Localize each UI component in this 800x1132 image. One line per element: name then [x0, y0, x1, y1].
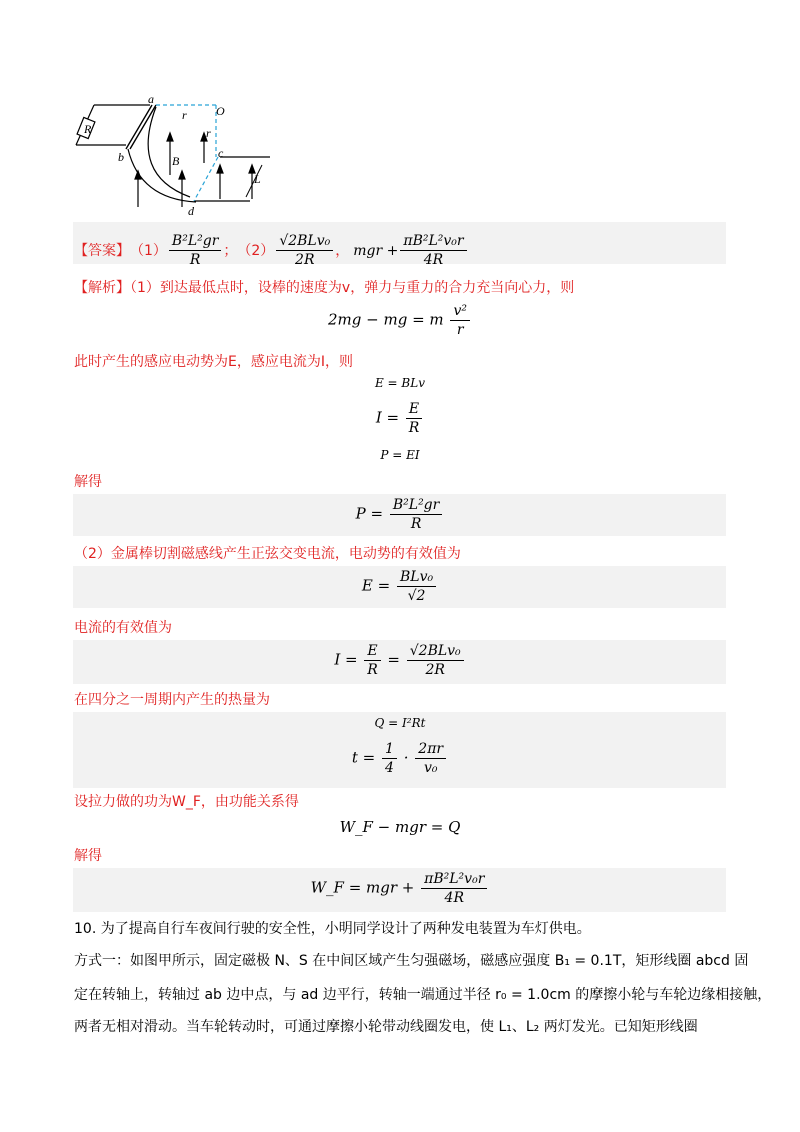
- label-O: O: [216, 104, 225, 118]
- eq-p: P = EI: [380, 448, 420, 462]
- label-b: b: [118, 150, 124, 164]
- q10-line1: 10. 为了提高自行车夜间行驶的安全性，小明同学设计了两种发电装置为车灯供电。: [74, 921, 591, 937]
- q10-line2: 方式一：如图甲所示，固定磁极 N、S 在中间区域产生匀强磁场，磁感应强度 B₁ = 0.1T，矩形线圈 abcd 固: [74, 953, 749, 969]
- label-r2: r: [206, 126, 211, 140]
- q10-line4: 两者无相对滑动。当车轮转动时，可通过摩擦小轮带动线圈发电，使 L₁、L₂ 两灯发光。已知矩形线圈: [74, 1019, 698, 1035]
- label-r1: r: [182, 108, 187, 122]
- line-emf: 此时产生的感应电动势为E，感应电流为I，则: [74, 354, 353, 370]
- answer-eq2: $\frac{\text{√2BLv₀}}{2R}$: [276, 232, 333, 269]
- line-heat: 在四分之一周期内产生的热量为: [74, 692, 270, 708]
- eq-i: I = $\frac{E}{R}$: [0, 400, 800, 437]
- analysis-intro: 【解析】（1）到达最低点时，设棒的速度为v，弹力与重力的合力充当向心力，则: [74, 280, 575, 296]
- answer-part1: （1）: [130, 242, 167, 259]
- part2: （2）金属棒切割磁感线产生正弦交变电流，电动势的有效值为: [74, 546, 461, 562]
- label-d: d: [188, 204, 194, 217]
- eq-p-result: P = $\frac{\text{B²L²gr}}{R}$: [0, 496, 800, 533]
- circuit-figure: [70, 95, 280, 217]
- eq-work: W_F − mgr = Q: [339, 818, 461, 836]
- eq-q: Q = I²Rt: [374, 716, 426, 730]
- eq-i-eff: I = $\frac{E}{R}$ = $\frac{\text{√2BLv₀}}{2R}$: [0, 642, 800, 679]
- label-B: B: [172, 154, 180, 168]
- eq-wf: W_F = mgr + $\frac{\text{πB²L²v₀r}}{4R}$: [0, 870, 800, 907]
- eq-e-eff: E = $\frac{\text{BLv₀}}{√2}$: [0, 568, 800, 605]
- line-current: 电流的有效值为: [74, 620, 172, 636]
- answer-line: 【答案】 （1） $\frac{\text{B²L²gr}}{R}$ ； （2） $\frac{\text{√2BLv₀}}{2R}$ ， mgr + $\frac{\text{πB²L²v₀r}}{4R}$: [74, 232, 469, 269]
- answer-eq3: $\frac{\text{πB²L²v₀r}}{4R}$: [400, 232, 466, 269]
- eq-e: E = BLv: [374, 376, 425, 390]
- label-L: L: [254, 172, 261, 186]
- answer-eq1: $\frac{\text{B²L²gr}}{R}$: [169, 232, 221, 269]
- label-a: a: [148, 95, 154, 106]
- line-work: 设拉力做的功为W_F，由功能关系得: [74, 794, 299, 810]
- solve1: 解得: [74, 474, 102, 490]
- label-c: c: [218, 146, 224, 160]
- answer-label: 【答案】: [74, 242, 130, 259]
- label-R: R: [84, 122, 92, 136]
- eq-t: t = $\frac{1}{4}$ · $\frac{2\pi r}{\text{v₀}}$: [0, 740, 800, 777]
- eq-centripetal: 2mg − mg = m $\frac{\text{v²}}{r}$: [0, 302, 800, 339]
- solve2: 解得: [74, 848, 102, 864]
- q10-line3: 定在转轴上，转轴过 ab 边中点，与 ad 边平行，转轴一端通过半径 r₀ = 1.0cm 的摩擦小轮与车轮边缘相接触，: [74, 987, 772, 1003]
